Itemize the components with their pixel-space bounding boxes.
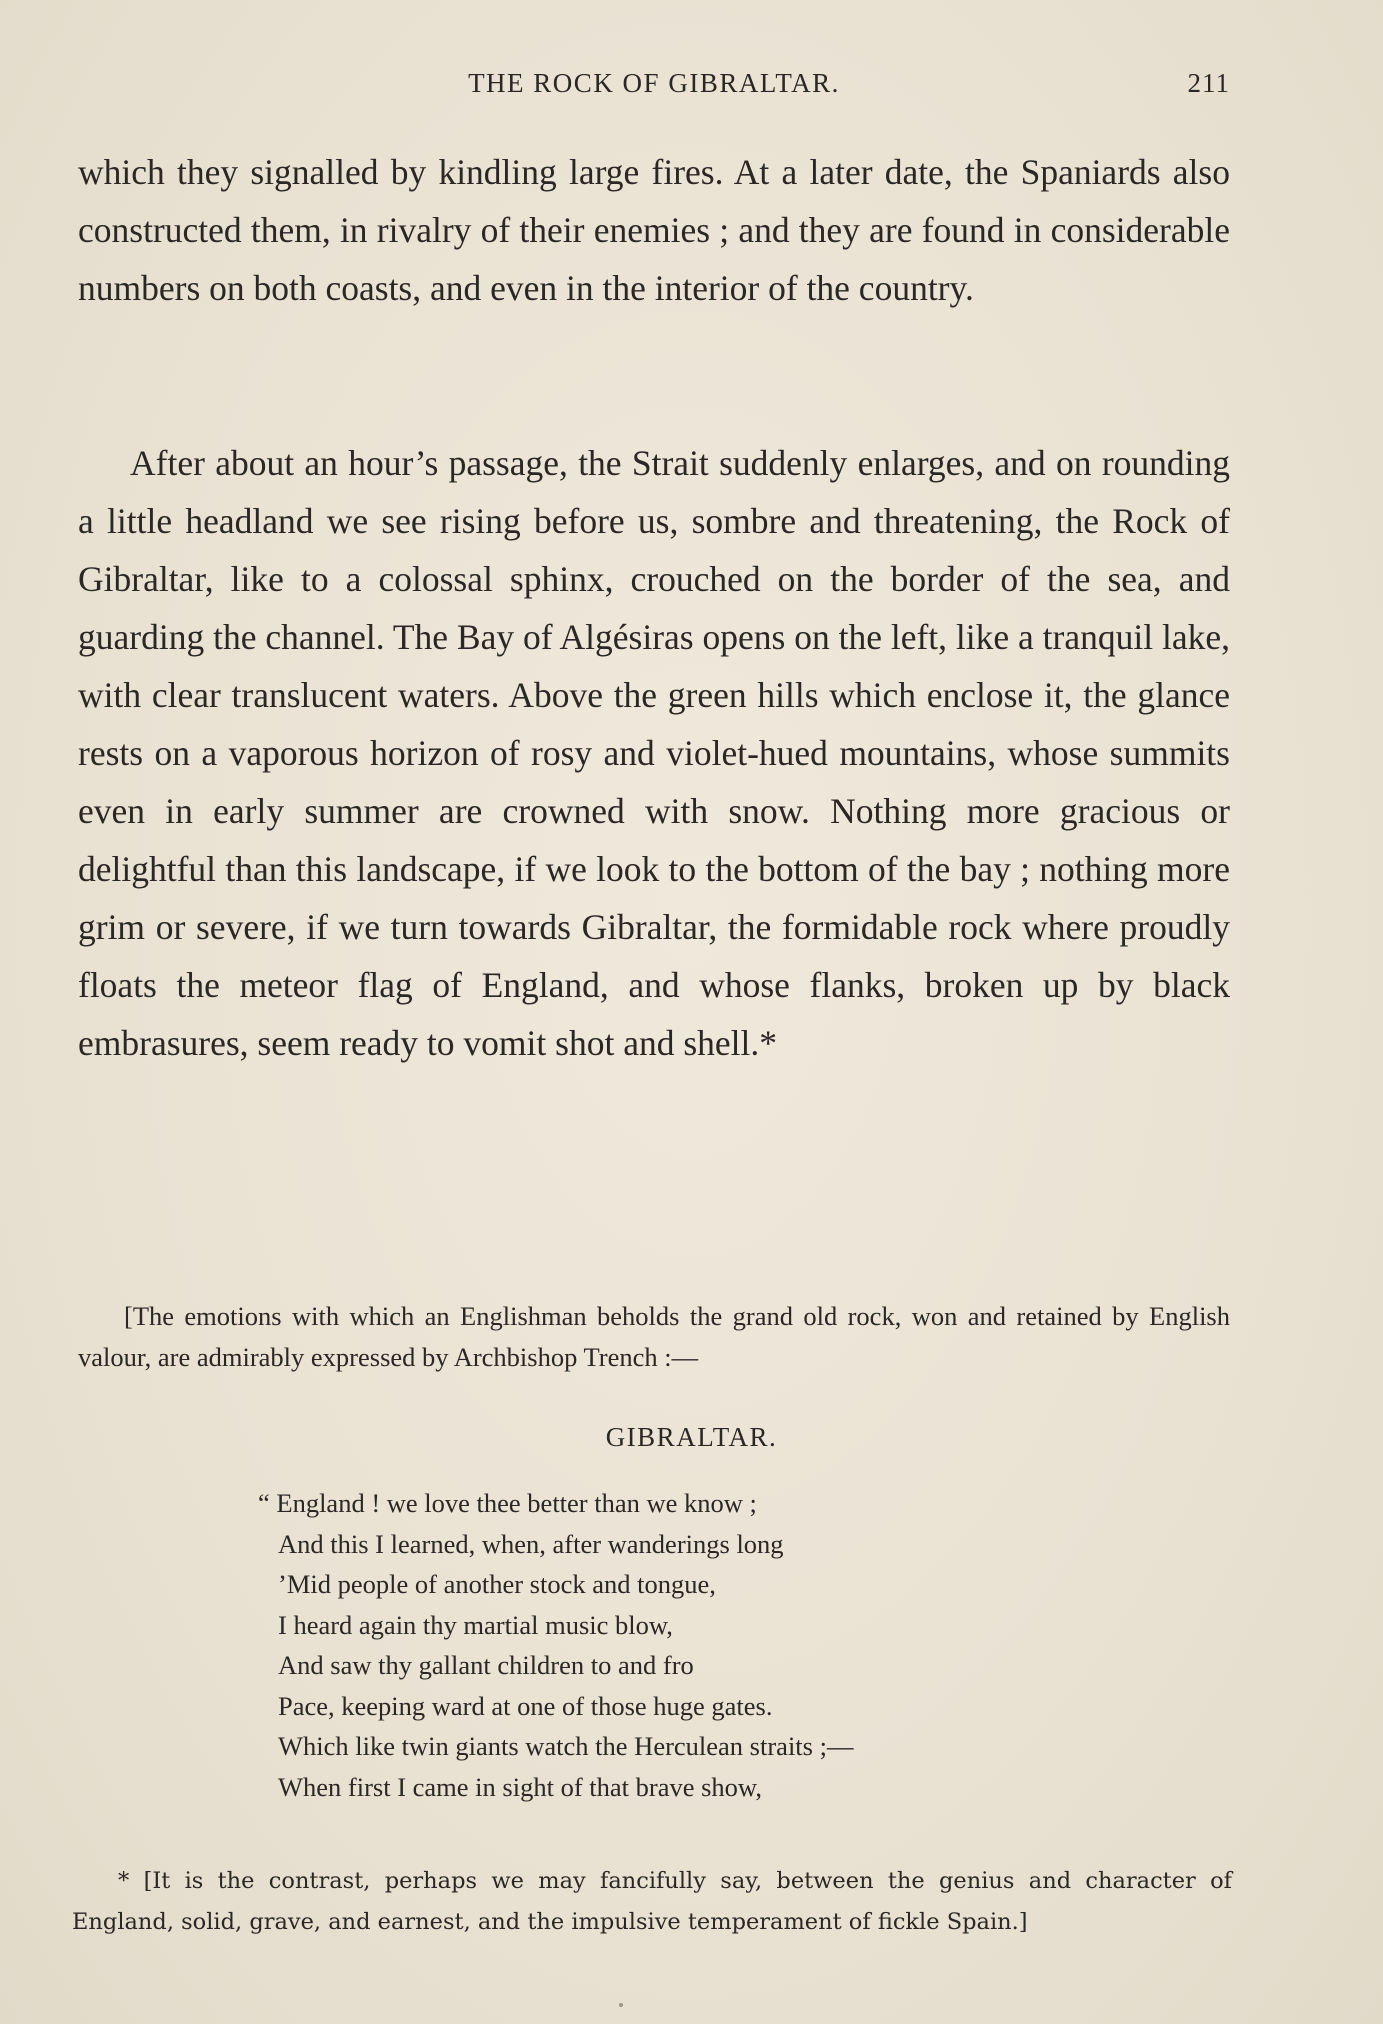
poem-line: And this I learned, when, after wanderings long	[278, 1528, 784, 1559]
poem-line: I heard again thy martial music blow,	[278, 1609, 673, 1640]
poem-line: And saw thy gallant children to and fro	[278, 1650, 694, 1680]
poem-line: When first I came in sight of that brave show,	[278, 1771, 762, 1802]
paragraph-continued: which they signalled by kindling large fires. At a later date, the Spaniards also constructed them, in rivalry of their enemies ; and they are found in considerable numbers on both coasts, and even in the interior of the country.	[78, 152, 1230, 308]
poem-line: ’Mid people of another stock and tongue,	[278, 1569, 716, 1599]
page-number: 211	[1187, 68, 1230, 98]
poem-line: Pace, keeping ward at one of those huge gates.	[278, 1690, 773, 1721]
paper-speck	[619, 2003, 623, 2007]
paragraph-strait: After about an hour’s passage, the Strait suddenly enlarges, and on rounding a little headland we see rising before us, sombre and threatening, the Rock of Gibraltar, like to a colossal sphinx, crouched on the border of the sea, and guarding the channel. The Bay of Algésiras opens on the left, like a tranquil lake, with clear translucent waters. Above the green hills which enclose it, the glance rests on a vaporous horizon of rosy and violet-hued mountains, whose summits even in early summer are crowned with snow. Nothing more gracious or delightful than this landscape, if we look to the bottom of the bay ; nothing more grim or severe, if we turn towards Gibraltar, the formidable rock where proudly floats the meteor flag of England, and whose flanks, broken up by black embrasures, seem ready to vomit shot and shell.*	[78, 443, 1230, 1063]
poem-line: Which like twin giants watch the Herculean straits ;—	[278, 1731, 854, 1761]
footnote: * [It is the contrast, perhaps we may fancifully say, between the genius and character of England, solid, grave, and earnest, and the impulsive temperament of fickle Spain.]	[72, 1868, 1232, 1935]
poem	[258, 1483, 1178, 1807]
running-head	[78, 68, 1230, 108]
poem-line: “ England ! we love thee better than we know ;	[258, 1488, 757, 1518]
insert-intro: [The emotions with which an Englishman beholds the grand old rock, won and retained by English valour, are admirably expressed by Archbishop Trench :—	[78, 1301, 1230, 1372]
running-title: THE ROCK OF GIBRALTAR.	[468, 68, 840, 98]
poem-title: GIBRALTAR.	[605, 1422, 778, 1452]
